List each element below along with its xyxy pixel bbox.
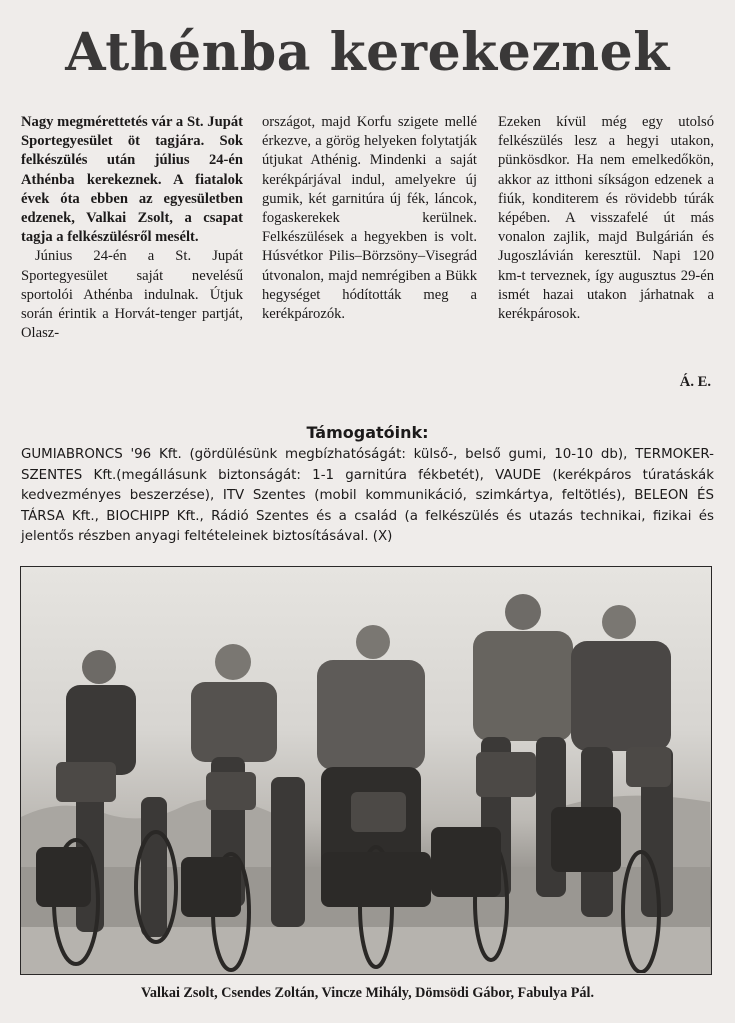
sponsors-title: Támogatóink: [306,423,429,442]
sponsors-text: GUMIABRONCS '96 Kft. (gördülésünk megbízhatóságát: külső-, belső gumi, 10-10 db), TERMOKER-SZENTES Kft.(megállásunk biztonságát: 1-1 garnitúra fékbetét), VAUDE (kerékpáros túratáskák kedvezményes beszerzése), ITV Szentes (mobil kommunikáció, szimkártya, feltötlés), BELEON ÉS TÁRSA Kft., BIOCHIPP Kft., Rádió Szentes és a család (a felkészülés és utazás technikai, fizikai és jelentős részben anyagi feltételeinek biztosításával. (X) [21,447,714,545]
article-lead: Nagy megmérettetés vár a St. Jupát Sportegyesület öt tagjára. Sok felkészülés után július 24-én Athénba kerekeznek. A fiatalok évek óta ebben az egyesületben edzenek, Valkai Zsolt, a csapat tagja a felkészülésről mesélt. [21,114,243,246]
article-column-1 [21,113,243,343]
article-headline: Athénba kerekeznek [65,22,670,83]
article-column-3 [498,113,714,324]
article-paragraph: Ezeken kívül még egy utolsó felkészülés lesz a hegyi utakon, pünkösdkor. Ha nem emelkedőkön, akkor az itthoni síkságon edzenek a fiúk, konditerem és rövidebb túrák képében. A visszafelé út más vonalon zajlik, majd Bulgárián és Jugoszlávián keresztül. Napi 120 km-t terveznek, így augusztus 29-én ismét hazai utakon járhatnak a kerékpárosok. [498,114,714,323]
photo-caption: Valkai Zsolt, Csendes Zoltán, Vincze Mihály, Dömsödi Gábor, Fabulya Pál. [140,985,594,1001]
team-photo [20,566,712,975]
article-signature: Á. E. [679,374,711,390]
cyclists-photo-illustration [21,567,710,973]
article-paragraph: Június 24-én a St. Jupát Sportegyesület saját nevelésű sportolói Athénba indulnak. Útjuk során érintik a Horvát-tenger partját, Olasz- [21,248,243,342]
article-column-2 [262,113,477,324]
article-paragraph: országot, majd Korfu szigete mellé érkezve, a görög helyeken folytatják útjukat Athénig. Mindenki a saját kerékpárjával indul, amelyekre új gumik, két garnitúra új fék, láncok, fogaskerekek kerülnek. Felkészülések a hegyekben is volt. Húsvétkor Pilis–Börzsöny–Visegrád útvonalon, majd nemrégiben a Bükk hegységet hódították meg a kerékpározók. [262,114,477,323]
